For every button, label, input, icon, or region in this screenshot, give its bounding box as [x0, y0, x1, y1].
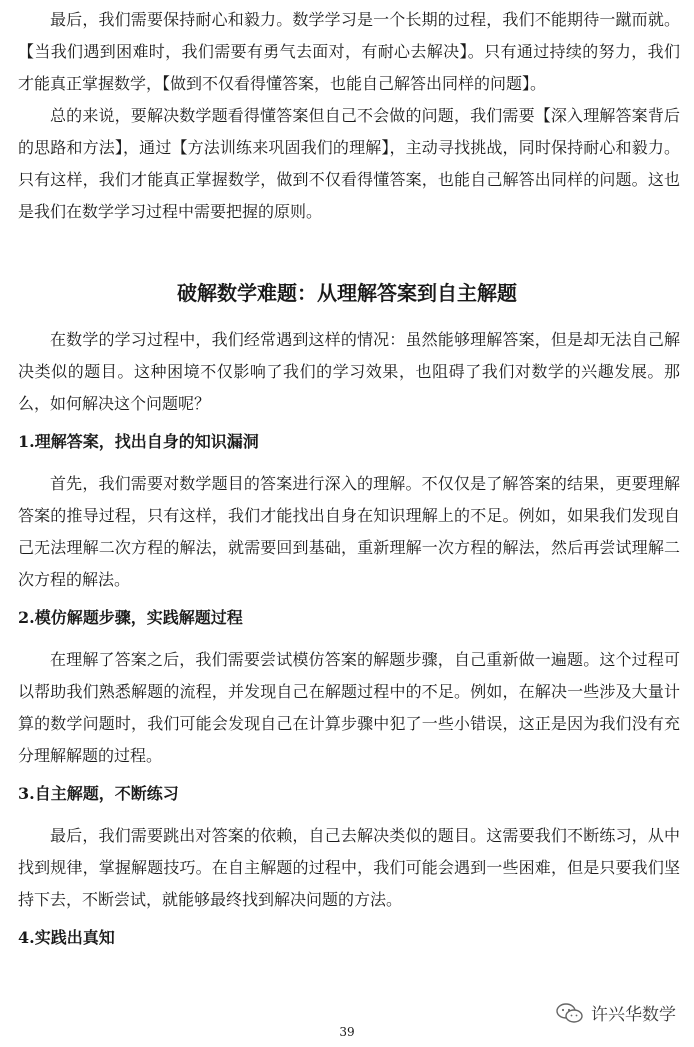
- heading-understand-answer: 1.理解答案，找出自身的知识漏洞: [18, 432, 259, 451]
- paragraph-understand-answer: 首先，我们需要对数学题目的答案进行深入的理解。不仅仅是了解答案的结果，更要理解答案的推导过程，只有这样，我们才能找出自身在知识理解上的不足。例如，如果我们发现自己无法理解二次方程的解法，就需要回到基础，重新理解一次方程的解法，然后再尝试理解二次方程的解法。: [18, 474, 680, 589]
- heading-practice: 4.实践出真知: [18, 928, 115, 947]
- paragraph-summary: 总的来说，要解决数学题看得懂答案但自己不会做的问题，我们需要【深入理解答案背后的思路和方法】，通过【方法训练来巩固我们的理解】，主动寻找挑战，同时保持耐心和毅力。只有这样，我们才能真正掌握数学，做到不仅看得懂答案，也能自己解答出同样的问题。这也是我们在数学学习过程中需要把握的原则。: [18, 106, 680, 221]
- heading-imitate-steps: 2.模仿解题步骤，实践解题过程: [18, 608, 243, 627]
- paragraph-independent-solving: 最后，我们需要跳出对答案的依赖，自己去解决类似的题目。这需要我们不断练习，从中找到规律，掌握解题技巧。在自主解题的过程中，我们可能会遇到一些困难，但是只要我们坚持下去，不断尝试，就能够最终找到解决问题的方法。: [18, 826, 680, 909]
- paragraph-imitate-steps: 在理解了答案之后，我们需要尝试模仿答案的解题步骤，自己重新做一遍题。这个过程可以帮助我们熟悉解题的流程，并发现自己在解题过程中的不足。例如，在解决一些涉及大量计算的数学问题时，我们可能会发现自己在计算步骤中犯了一些小错误，这正是因为我们没有充分理解解题的过程。: [18, 650, 680, 765]
- wechat-icon: [555, 1002, 585, 1024]
- heading-independent-solving: 3.自主解题，不断练习: [18, 784, 179, 803]
- paragraph-patience: 最后，我们需要保持耐心和毅力。数学学习是一个长期的过程，我们不能期待一蹴而就。【当我们遇到困难时，我们需要有勇气去面对，有耐心去解决】。只有通过持续的努力，我们才能真正掌握数学，【做到不仅看得懂答案，也能自己解答出同样的问题】。: [18, 10, 680, 93]
- watermark: [555, 1000, 676, 1025]
- section-title: 破解数学难题：从理解答案到自主解题: [177, 281, 517, 305]
- watermark-text: 许兴华数学: [591, 1005, 676, 1025]
- paragraph-intro: 在数学的学习过程中，我们经常遇到这样的情况：虽然能够理解答案，但是却无法自己解决类似的题目。这种困境不仅影响了我们的学习效果，也阻碍了我们对数学的兴趣发展。那么，如何解决这个问题呢？: [18, 330, 680, 413]
- page-number: 39: [339, 1025, 355, 1039]
